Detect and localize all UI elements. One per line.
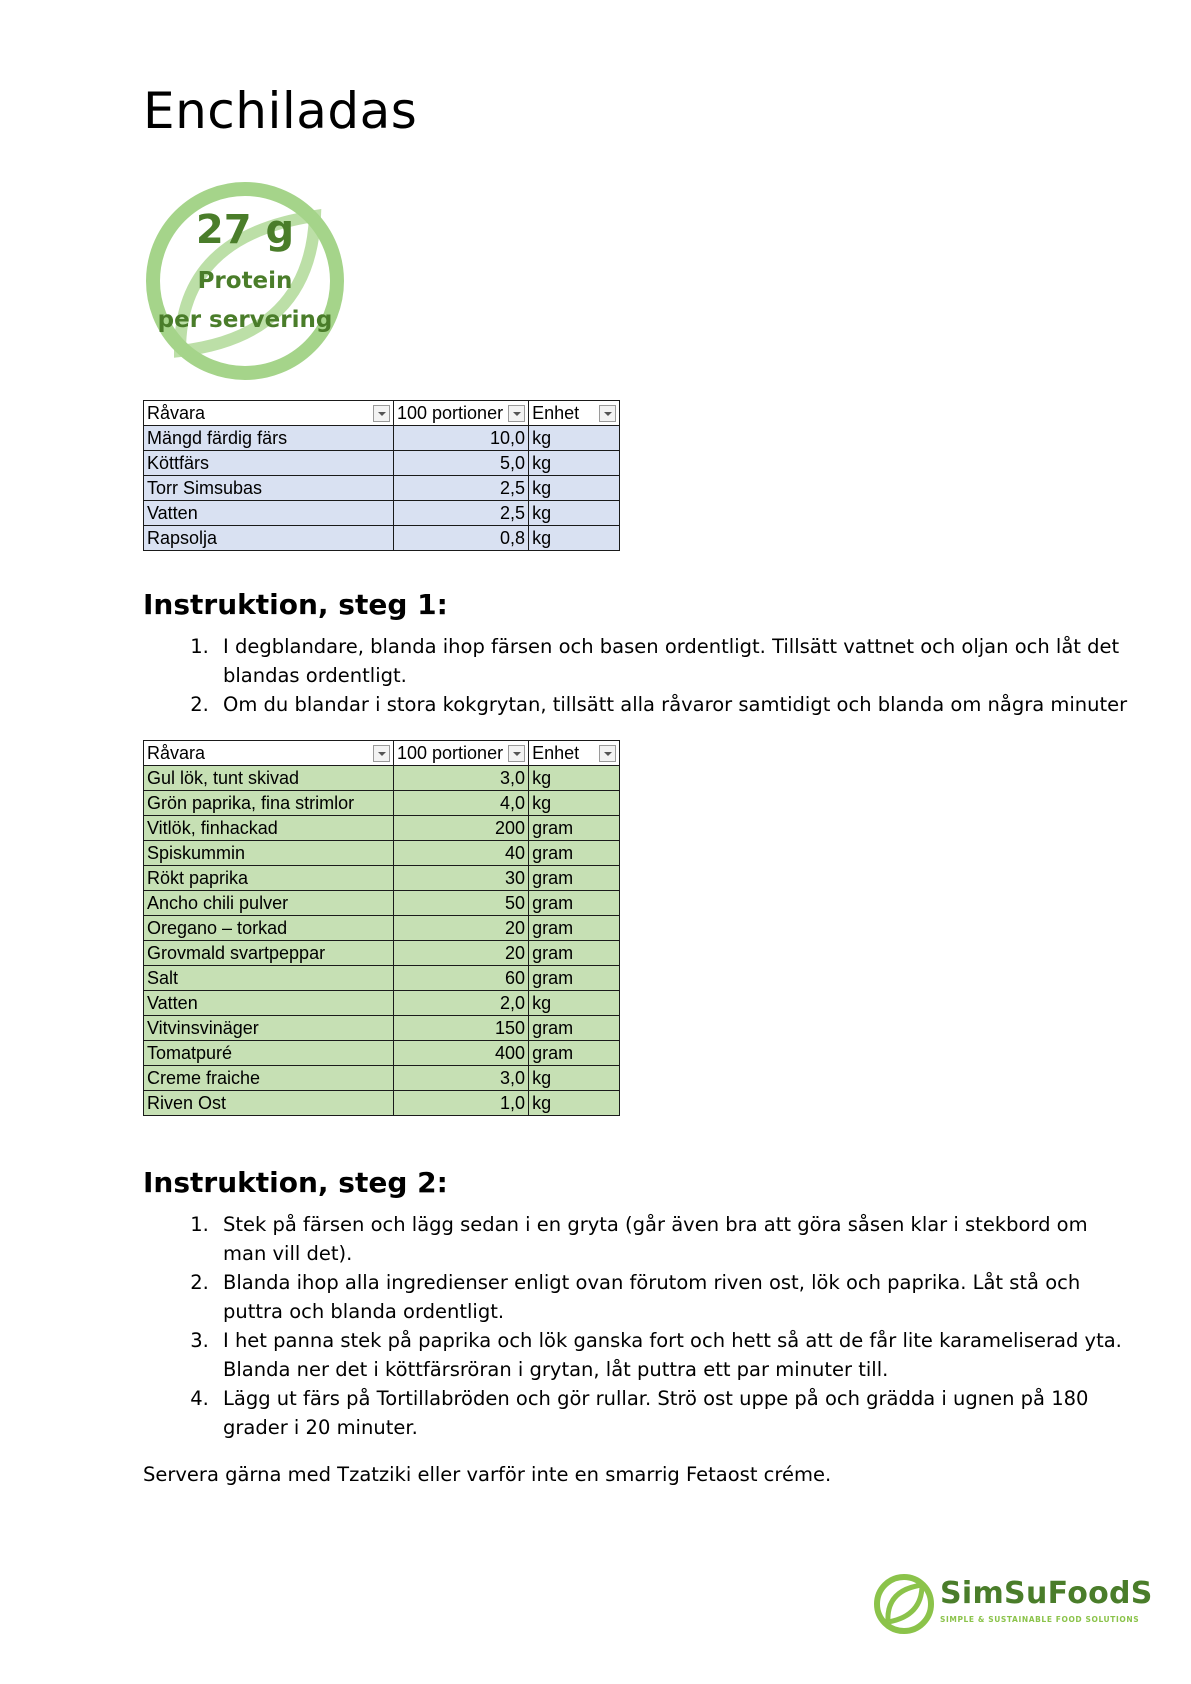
table-row	[144, 941, 620, 966]
amount-cell[interactable]: 4,0	[394, 791, 529, 816]
ingredient-name-cell[interactable]: Riven Ost	[144, 1091, 394, 1116]
ingredient-name-cell[interactable]: Torr Simsubas	[144, 476, 394, 501]
unit-cell[interactable]: gram	[529, 866, 620, 891]
table-row	[144, 891, 620, 916]
filter-dropdown-icon[interactable]	[508, 405, 525, 422]
table-row	[144, 1091, 620, 1116]
table-row	[144, 1041, 620, 1066]
unit-cell[interactable]: kg	[529, 766, 620, 791]
unit-cell[interactable]: gram	[529, 891, 620, 916]
ingredient-name-cell[interactable]: Vatten	[144, 501, 394, 526]
amount-cell[interactable]: 50	[394, 891, 529, 916]
logo-tagline: SIMPLE & SUSTAINABLE FOOD SOLUTIONS	[940, 1615, 1140, 1624]
table-row	[144, 866, 620, 891]
ingredient-name-cell[interactable]: Spiskummin	[144, 841, 394, 866]
unit-cell[interactable]: kg	[529, 501, 620, 526]
unit-cell[interactable]: gram	[529, 1016, 620, 1041]
header-portioner[interactable]: 100 portioner	[394, 741, 529, 766]
table-row	[144, 451, 620, 476]
unit-cell[interactable]: gram	[529, 841, 620, 866]
amount-cell[interactable]: 0,8	[394, 526, 529, 551]
steps-list-step1	[143, 632, 1135, 719]
amount-cell[interactable]: 5,0	[394, 451, 529, 476]
amount-cell[interactable]: 30	[394, 866, 529, 891]
unit-cell[interactable]: gram	[529, 941, 620, 966]
section-heading-step2: Instruktion, steg 2:	[143, 1166, 448, 1199]
ingredient-name-cell[interactable]: Mängd färdig färs	[144, 426, 394, 451]
table-row	[144, 1066, 620, 1091]
ingredient-name-cell[interactable]: Rökt paprika	[144, 866, 394, 891]
ingredient-name-cell[interactable]: Oregano – torkad	[144, 916, 394, 941]
amount-cell[interactable]: 2,5	[394, 476, 529, 501]
ingredient-name-cell[interactable]: Köttfärs	[144, 451, 394, 476]
unit-cell[interactable]: kg	[529, 451, 620, 476]
base-ingredients-table	[143, 400, 620, 551]
step-item: 1. Stek på färsen och lägg sedan i en gryta (går även bra att göra såsen klar i stekbord om man vill det).	[215, 1210, 1135, 1268]
amount-cell[interactable]: 20	[394, 941, 529, 966]
unit-cell[interactable]: gram	[529, 816, 620, 841]
ingredient-name-cell[interactable]: Rapsolja	[144, 526, 394, 551]
table-row	[144, 501, 620, 526]
simsufoods-logo	[872, 1572, 1153, 1638]
step-item: 1. I degblandare, blanda ihop färsen och basen ordentligt. Tillsätt vattnet och oljan och låt det blandas ordentligt.	[215, 632, 1135, 690]
table-header-row	[144, 401, 620, 426]
amount-cell[interactable]: 20	[394, 916, 529, 941]
badge-line2: per servering	[157, 307, 333, 333]
table-row	[144, 526, 620, 551]
unit-cell[interactable]: gram	[529, 916, 620, 941]
unit-cell[interactable]: kg	[529, 476, 620, 501]
amount-cell[interactable]: 3,0	[394, 1066, 529, 1091]
header-portioner[interactable]: 100 portioner	[394, 401, 529, 426]
step-item: 4. Lägg ut färs på Tortillabröden och gör rullar. Strö ost uppe på och grädda i ugnen på 180 grader i 20 minuter.	[215, 1384, 1135, 1442]
step-item: 2. Blanda ihop alla ingredienser enligt ovan förutom riven ost, lök och paprika. Låt stå och puttra och blanda ordentligt.	[215, 1268, 1135, 1326]
ingredient-name-cell[interactable]: Vitlök, finhackad	[144, 816, 394, 841]
unit-cell[interactable]: kg	[529, 526, 620, 551]
header-ravara[interactable]: Råvara	[144, 401, 394, 426]
filter-dropdown-icon[interactable]	[373, 405, 390, 422]
serving-suggestion: Servera gärna med Tzatziki eller varför inte en smarrig Fetaost créme.	[143, 1463, 832, 1486]
amount-cell[interactable]: 2,0	[394, 991, 529, 1016]
table-row	[144, 426, 620, 451]
filter-dropdown-icon[interactable]	[599, 745, 616, 762]
ingredient-name-cell[interactable]: Vitvinsvinäger	[144, 1016, 394, 1041]
amount-cell[interactable]: 40	[394, 841, 529, 866]
table-row	[144, 766, 620, 791]
table-row	[144, 916, 620, 941]
step-item: 2. Om du blandar i stora kokgrytan, tillsätt alla råvaror samtidigt och blanda om några minuter	[215, 690, 1135, 719]
amount-cell[interactable]: 10,0	[394, 426, 529, 451]
unit-cell[interactable]: gram	[529, 966, 620, 991]
table-row	[144, 816, 620, 841]
unit-cell[interactable]: kg	[529, 1066, 620, 1091]
steps-list-step2	[143, 1210, 1135, 1442]
protein-badge	[140, 176, 350, 386]
ingredient-name-cell[interactable]: Tomatpuré	[144, 1041, 394, 1066]
table2-body	[144, 766, 620, 1116]
unit-cell[interactable]: gram	[529, 1041, 620, 1066]
amount-cell[interactable]: 200	[394, 816, 529, 841]
table-row	[144, 791, 620, 816]
header-enhet[interactable]: Enhet	[529, 741, 620, 766]
unit-cell[interactable]: kg	[529, 791, 620, 816]
amount-cell[interactable]: 60	[394, 966, 529, 991]
badge-amount: 27 g	[195, 207, 295, 253]
unit-cell[interactable]: kg	[529, 991, 620, 1016]
table-row	[144, 841, 620, 866]
filter-dropdown-icon[interactable]	[599, 405, 616, 422]
table-row	[144, 966, 620, 991]
header-enhet[interactable]: Enhet	[529, 401, 620, 426]
amount-cell[interactable]: 1,0	[394, 1091, 529, 1116]
filter-dropdown-icon[interactable]	[373, 745, 390, 762]
badge-line1: Protein	[197, 268, 293, 294]
unit-cell[interactable]: kg	[529, 1091, 620, 1116]
filter-dropdown-icon[interactable]	[508, 745, 525, 762]
protein-badge-graphic	[140, 176, 350, 386]
ingredient-name-cell[interactable]: Ancho chili pulver	[144, 891, 394, 916]
table-row	[144, 476, 620, 501]
amount-cell[interactable]: 3,0	[394, 766, 529, 791]
ingredient-name-cell[interactable]: Gul lök, tunt skivad	[144, 766, 394, 791]
unit-cell[interactable]: kg	[529, 426, 620, 451]
ingredient-name-cell[interactable]: Grovmald svartpeppar	[144, 941, 394, 966]
table-header-row	[144, 741, 620, 766]
amount-cell[interactable]: 2,5	[394, 501, 529, 526]
sauce-ingredients-table	[143, 740, 620, 1116]
logo-name: SimSuFoodS	[940, 1576, 1153, 1611]
amount-cell[interactable]: 400	[394, 1041, 529, 1066]
amount-cell[interactable]: 150	[394, 1016, 529, 1041]
table-row	[144, 991, 620, 1016]
table-row	[144, 1016, 620, 1041]
page-title: Enchiladas	[143, 82, 418, 140]
header-ravara[interactable]: Råvara	[144, 741, 394, 766]
step-item: 3. I het panna stek på paprika och lök ganska fort och hett så att de får lite karameliserad yta. Blanda ner det i köttfärsröran i grytan, låt puttra ett par minuter till.	[215, 1326, 1135, 1384]
ingredient-name-cell[interactable]: Grön paprika, fina strimlor	[144, 791, 394, 816]
section-heading-step1: Instruktion, steg 1:	[143, 588, 448, 621]
ingredient-name-cell[interactable]: Creme fraiche	[144, 1066, 394, 1091]
leaf-icon	[872, 1572, 936, 1636]
ingredient-name-cell[interactable]: Vatten	[144, 991, 394, 1016]
ingredient-name-cell[interactable]: Salt	[144, 966, 394, 991]
table1-body	[144, 426, 620, 551]
